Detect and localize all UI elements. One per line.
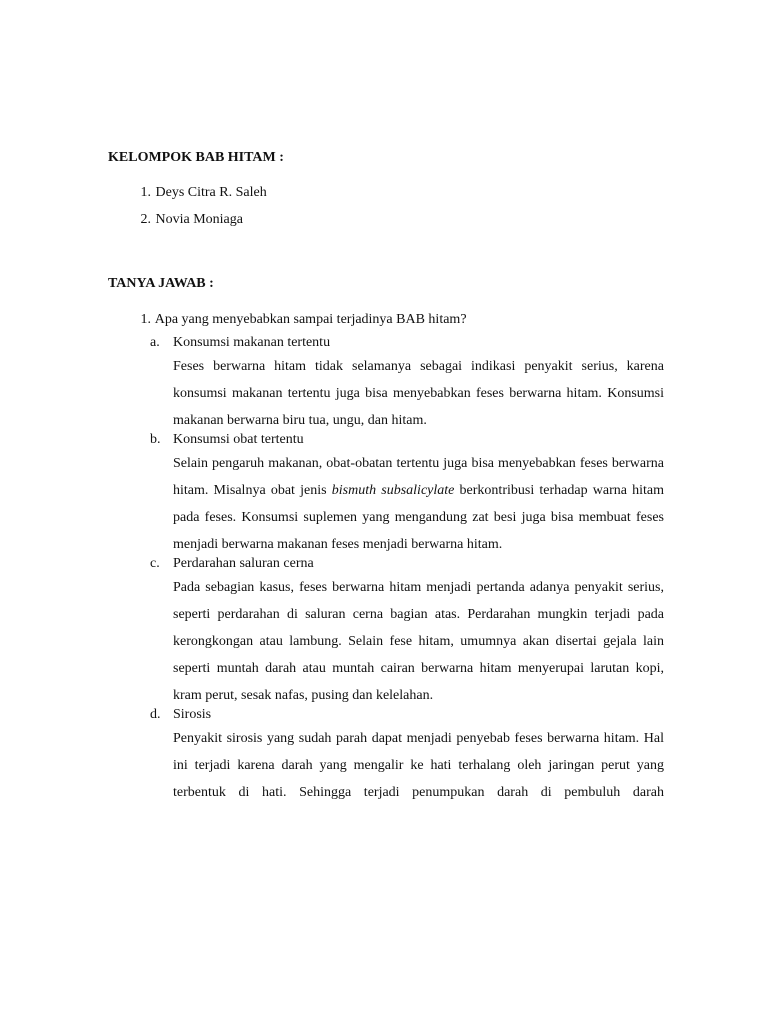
answer-title-text: Konsumsi makanan tertentu xyxy=(173,335,331,350)
answer-paragraph: Penyakit sirosis yang sudah parah dapat menjadi penyebab feses berwarna hitam. Hal ini terjadi karena darah yang mengalir ke hati terhalang oleh jaringan perut yang terbentuk di hati. Sehingga terjadi penumpukan darah di pembuluh darah xyxy=(173,731,664,800)
question-number: 1. xyxy=(140,312,151,327)
answer-title-text: Konsumsi obat tertentu xyxy=(173,432,304,447)
answer-paragraph: Pada sebagian kasus, feses berwarna hitam menjadi pertanda adanya penyakit serius, seperti perdarahan di saluran cerna bagian atas. Perdarahan mungkin terjadi pada kerongkongan atau lambung. Selain fese hitam, umumnya akan disertai gejala lain seperti muntah darah atau muntah cairan berwarna hitam menyerupai larutan kopi, kram perut, sesak nafas, pusing dan kelelahan. xyxy=(173,580,664,703)
member-name: Novia Moniaga xyxy=(155,212,243,227)
answer-letter: a. xyxy=(150,335,160,350)
answer-title-text: Sirosis xyxy=(173,707,212,722)
answer-d xyxy=(150,706,664,806)
answer-letter: d. xyxy=(150,707,161,722)
paragraph-text: Selain pengaruh makanan, obat-obatan tertentu juga bisa menyebabkan feses berwarna hitam. Misalnya obat jenis xyxy=(173,456,664,498)
group-heading: KELOMPOK BAB HITAM : xyxy=(108,150,284,165)
question-text: Apa yang menyebabkan sampai terjadinya BAB hitam? xyxy=(154,312,467,327)
answer-letter: b. xyxy=(150,432,161,447)
answer-paragraph xyxy=(173,450,664,558)
answer-paragraph: Feses berwarna hitam tidak selamanya sebagai indikasi penyakit serius, karena konsumsi makanan tertentu juga bisa menyebabkan feses berwarna hitam. Konsumsi makanan berwarna biru tua, ungu, dan hitam. xyxy=(173,359,664,428)
question-list xyxy=(108,311,664,806)
member-item xyxy=(108,211,267,238)
member-item xyxy=(108,184,267,211)
answer-c xyxy=(150,555,664,709)
drug-name: bismuth subsalicylate xyxy=(331,483,455,498)
paragraph-text: berkontribusi terhadap warna hitam pada feses. Konsumsi suplemen yang mengandung zat besi juga bisa membuat feses menjadi berwarna makanan feses menjadi berwarna hitam. xyxy=(173,483,665,552)
question-item xyxy=(108,311,664,334)
answer-letter: c. xyxy=(150,556,160,571)
member-list xyxy=(108,184,267,238)
answer-b xyxy=(150,431,664,558)
member-number: 2. xyxy=(140,212,151,227)
qa-heading: TANYA JAWAB : xyxy=(108,276,214,291)
answer-title-text: Perdarahan saluran cerna xyxy=(173,556,314,571)
answer-a xyxy=(150,334,664,434)
member-number: 1. xyxy=(140,185,151,200)
member-name: Deys Citra R. Saleh xyxy=(155,185,267,200)
